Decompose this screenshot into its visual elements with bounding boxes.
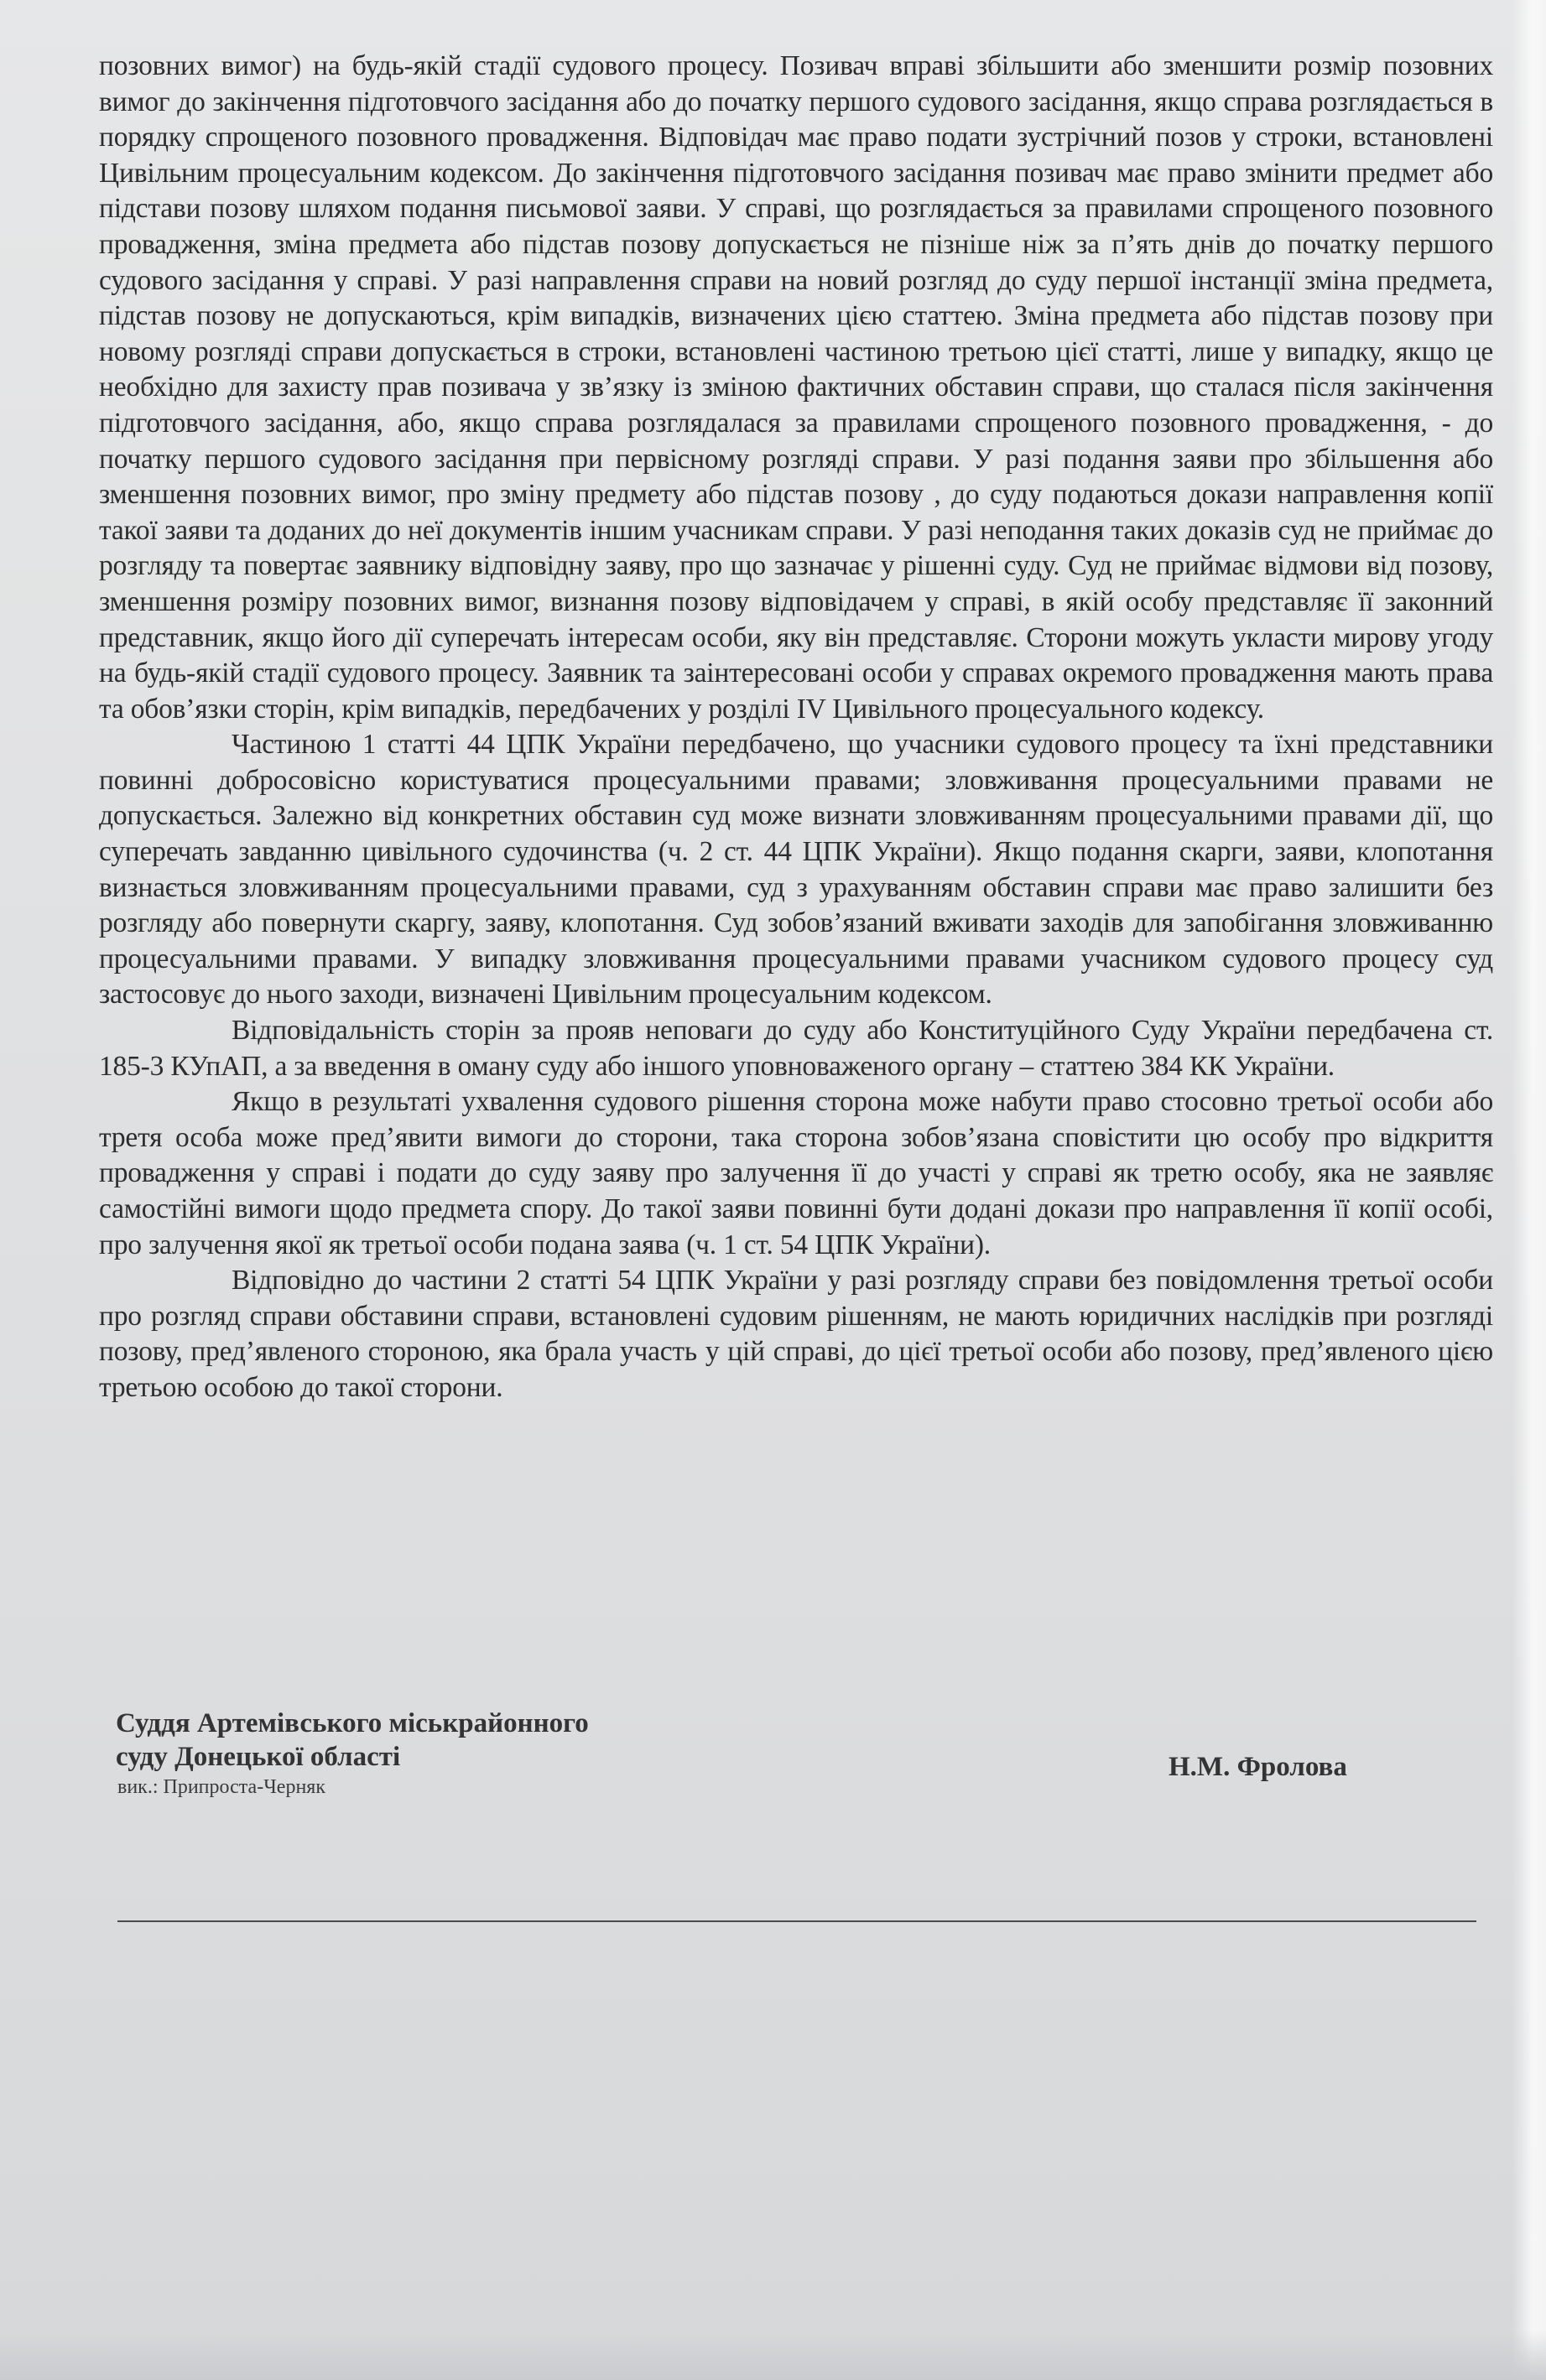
paragraph-third-party: Якщо в результаті ухвалення судового рішення сторона може набути право стосовно третьої особи або третя особа може пред’явити вимоги до сторони, така сторона зобов’язана сповістити цю особу про відкриття провадження у справі і подати до суду заяву про залучення її до участі у справі як третю особу, яка не заявляє самостійні вимоги щодо предмета спору. До такої заяви повинні бути додані докази про направлення її копії особі, про залучення якої як третьої особи подана заява (ч. 1 ст. 54 ЦПК України). bbox=[99, 1086, 1493, 1260]
paragraph-liability: Відповідальність сторін за прояв неповаги до суду або Конституційного Суду України передбачена ст. 185-3 КУпАП, а за введення в оману суду або іншого уповноваженого органу – статтею 384 КК України. bbox=[99, 1015, 1493, 1082]
document-body bbox=[99, 49, 1493, 1406]
judge-name: Н.М. Фролова bbox=[1169, 1752, 1347, 1782]
paragraph-article-54: Відповідно до частини 2 статті 54 ЦПК України у разі розгляду справи без повідомлення третьої особи про розгляд справи обставини справи, встановлені судовим рішенням, не мають юридичних наслідків при розгляді позову, пред’явленого стороною, яка брала участь у цій справі, до цієї третьої особи або позову, пред’явленого цією третьою особою до такої сторони. bbox=[99, 1265, 1493, 1403]
paragraph-continuation: позовних вимог) на будь-якій стадії судового процесу. Позивач вправі збільшити або зменшити розмір позовних вимог до закінчення підготовчого засідання або до початку першого судового засідання, якщо справа розглядається в порядку спрощеного позовного провадження. Відповідач має право подати зустрічний позов у строки, встановлені Цивільним процесуальним кодексом. До закінчення підготовчого засідання позивач має право змінити предмет або підстави позову шляхом подання письмової заяви. У справі, що розглядається за правилами спрощеного позовного провадження, зміна предмета або підстав позову допускається не пізніше ніж за п’ять днів до початку першого судового засідання у справі. У разі направлення справи на новий розгляд до суду першої інстанції зміна предмета, підстав позову не допускаються, крім випадків, визначених цією статтею. Зміна предмета або підстав позову при новому розгляді справи допускається в строки, встановлені частиною третьою цієї статті, лише у випадку, якщо це необхідно для захисту прав позивача у зв’язку із зміною фактичних обставин справи, що сталася після закінчення підготовчого засідання, або, якщо справа розглядалася за правилами спрощеного позовного провадження, - до початку першого судового засідання при первісному розгляді справи. У разі подання заяви про збільшення або зменшення позовних вимог, про зміну предмету або підстав позову , до суду подаються докази направлення копії такої заяви та доданих до неї документів іншим учасникам справи. У разі неподання таких доказів суд не приймає до розгляду та повертає заявнику відповідну заяву, про що зазначає у рішенні суду. Суд не приймає відмови від позову, зменшення розміру позовних вимог, визнання позову відповідачем у справі, в якій особу представляє її законний представник, якщо його дії суперечать інтересам особи, яку він представляє. Сторони можуть укласти мирову угоду на будь-якій стадії судового процесу. Заявник та заінтересовані особи у справах окремого провадження мають права та обов’язки сторін, крім випадків, передбачених у розділі IV Цивільного процесуального кодексу. bbox=[99, 50, 1493, 725]
executor-note: вик.: Припроста-Черняк bbox=[117, 1776, 325, 1798]
page-edge-highlight bbox=[1512, 0, 1546, 2380]
bottom-rule bbox=[117, 1920, 1476, 1922]
page-bottom-shadow bbox=[0, 2330, 1546, 2380]
judge-position-line-1: Суддя Артемівського міськрайонного bbox=[116, 1708, 589, 1738]
judge-position bbox=[116, 1707, 589, 1774]
paragraph-article-44: Частиною 1 статті 44 ЦПК України передбачено, що учасники судового процесу та їхні представники повинні добросовісно користуватися процесуальними правами; зловживання процесуальними правами не допускається. Залежно від конкретних обставин суд може визнати зловживанням процесуальними правами дії, що суперечать завданню цивільного судочинства (ч. 2 ст. 44 ЦПК України). Якщо подання скарги, заяви, клопотання визнається зловживанням процесуальними правами, суд з урахуванням обставин справи має право залишити без розгляду або повернути скаргу, заяву, клопотання. Суд зобов’язаний вживати заходів для запобігання зловживанню процесуальними правами. У випадку зловживання процесуальними правами учасником судового процесу суд застосовує до нього заходи, визначені Цивільним процесуальним кодексом. bbox=[99, 729, 1493, 1011]
judge-position-line-2: суду Донецької області bbox=[116, 1742, 401, 1772]
